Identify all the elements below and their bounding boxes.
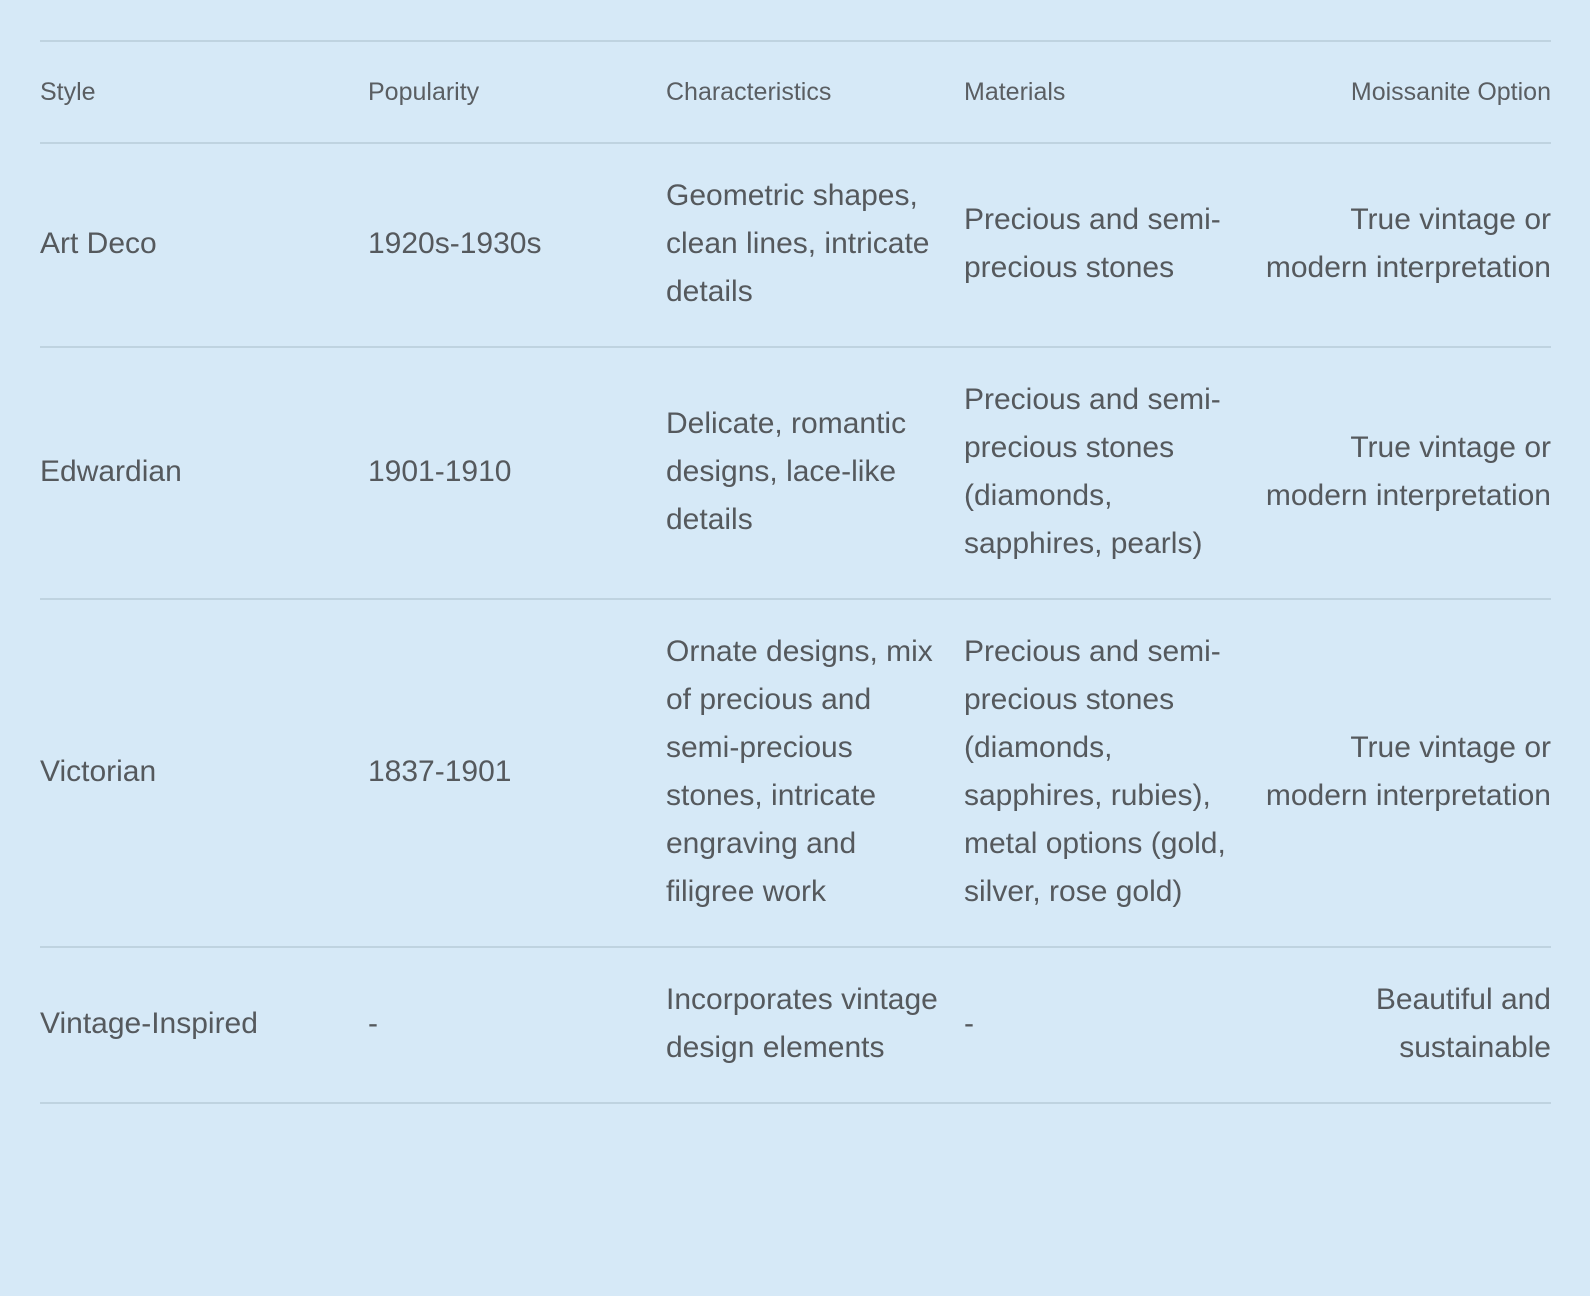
vintage-styles-table (40, 40, 1551, 1104)
cell-characteristics: Ornate designs, mix of precious and semi-precious stones, intricate engraving and filigree work (666, 635, 933, 908)
header-popularity: Popularity (368, 77, 480, 106)
cell-moissanite-option: True vintage or modern interpretation (1265, 731, 1551, 812)
cell-moissanite-option: True vintage or modern interpretation (1265, 203, 1551, 284)
cell-characteristics: Geometric shapes, clean lines, intricate details (666, 179, 930, 308)
cell-popularity: 1901-1910 (368, 455, 512, 488)
table-row (40, 947, 1551, 1103)
table-row (40, 143, 1551, 347)
cell-popularity: - (368, 1007, 378, 1040)
header-materials: Materials (964, 77, 1066, 106)
cell-popularity: 1837-1901 (368, 755, 512, 788)
header-style: Style (40, 77, 96, 106)
table-row (40, 599, 1551, 947)
cell-characteristics: Incorporates vintage design elements (666, 983, 938, 1064)
table-row (40, 347, 1551, 599)
header-moissanite-option: Moissanite Option (1350, 77, 1551, 106)
cell-materials: Precious and semi-precious stones (diamonds, sapphires, pearls) (964, 383, 1221, 560)
cell-materials: Precious and semi-precious stones (964, 203, 1221, 284)
cell-characteristics: Delicate, romantic designs, lace-like details (666, 407, 907, 536)
header-row (40, 41, 1551, 143)
cell-style: Vintage-Inspired (40, 1007, 258, 1040)
cell-popularity: 1920s-1930s (368, 227, 542, 260)
cell-style: Art Deco (40, 227, 157, 260)
cell-moissanite-option: True vintage or modern interpretation (1265, 431, 1551, 512)
cell-style: Victorian (40, 755, 157, 788)
cell-materials: - (964, 1007, 974, 1040)
cell-style: Edwardian (40, 455, 182, 488)
header-characteristics: Characteristics (666, 77, 832, 106)
cell-moissanite-option: Beautiful and sustainable (1375, 983, 1551, 1064)
table-body (40, 143, 1551, 1103)
cell-materials: Precious and semi-precious stones (diamonds, sapphires, rubies), metal options (gold, silver, rose gold) (964, 635, 1226, 908)
table-header (40, 41, 1551, 143)
comparison-table-container (40, 40, 1551, 1104)
